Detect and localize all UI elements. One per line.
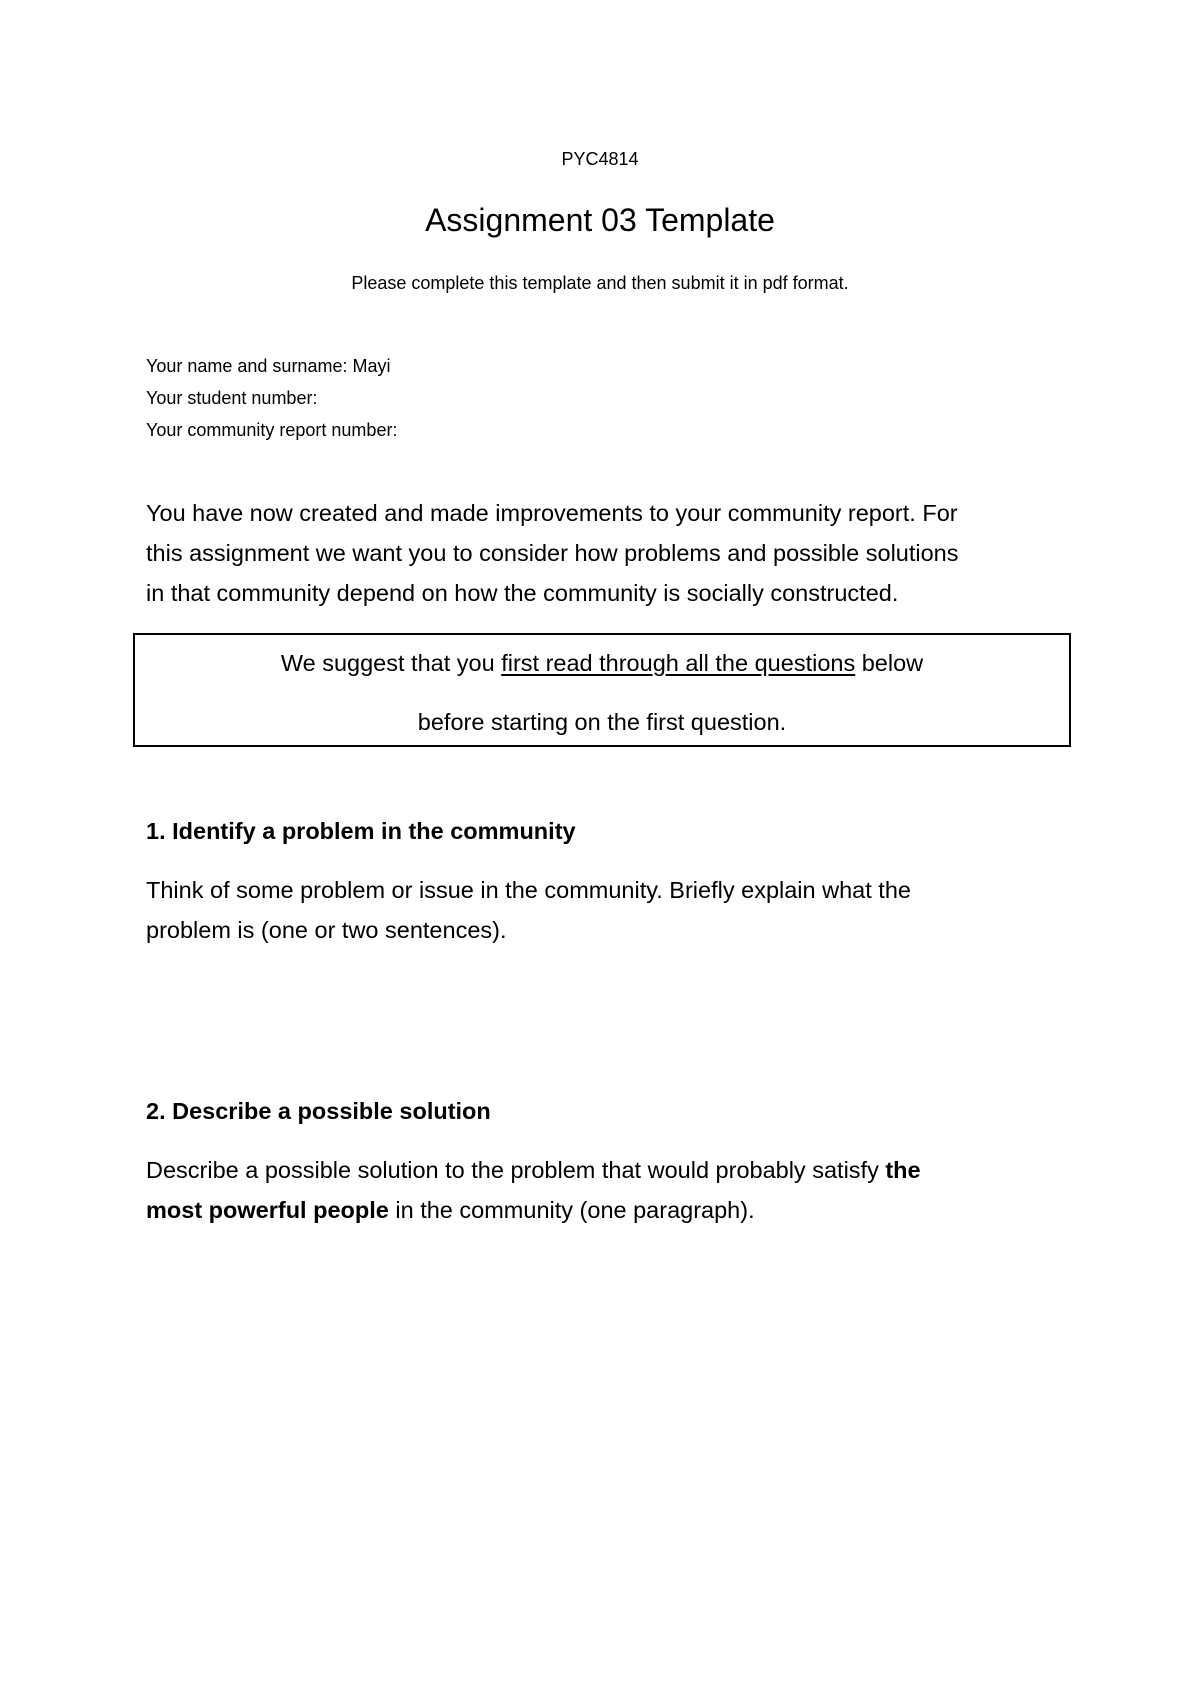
callout-suffix: below bbox=[855, 650, 924, 676]
student-details bbox=[146, 350, 397, 446]
section-2-heading: 2. Describe a possible solution bbox=[146, 1098, 491, 1124]
field-label: Your community report number: bbox=[146, 420, 398, 440]
intro-line: this assignment we want you to consider how problems and possible solutions bbox=[146, 540, 959, 566]
intro-line: You have now created and made improvements to your community report. For bbox=[146, 500, 958, 526]
intro-paragraph bbox=[146, 493, 1086, 613]
paragraph-text: in the community (one paragraph). bbox=[388, 1197, 755, 1223]
instructions-subtitle: Please complete this template and then submit it in pdf format. bbox=[351, 273, 849, 293]
course-code: PYC4814 bbox=[561, 149, 639, 169]
field-student-number bbox=[146, 382, 397, 414]
paragraph-emphasis: most powerful people bbox=[146, 1197, 389, 1223]
field-community-report-number bbox=[146, 414, 397, 446]
paragraph-emphasis: the bbox=[885, 1157, 921, 1183]
paragraph-line: Think of some problem or issue in the community. Briefly explain what the bbox=[146, 877, 911, 903]
section-1-paragraph bbox=[146, 870, 911, 950]
section-2-paragraph bbox=[146, 1150, 921, 1230]
intro-line: in that community depend on how the community is socially constructed. bbox=[146, 580, 899, 606]
paragraph-line bbox=[146, 1190, 921, 1230]
callout-prefix: We suggest that you bbox=[280, 650, 502, 676]
field-label: Your student number: bbox=[146, 388, 318, 408]
field-label: Your name and surname: bbox=[146, 356, 348, 376]
paragraph-text: Describe a possible solution to the problem that would probably satisfy bbox=[146, 1157, 886, 1183]
field-value: Mayi bbox=[352, 356, 391, 376]
paragraph-line: problem is (one or two sentences). bbox=[146, 917, 507, 943]
field-name-surname bbox=[146, 350, 397, 382]
paragraph-line bbox=[146, 1150, 921, 1190]
callout-line bbox=[135, 643, 1069, 683]
callout-line: before starting on the first question. bbox=[417, 709, 787, 735]
page-title: Assignment 03 Template bbox=[425, 202, 775, 238]
suggestion-callout-box bbox=[133, 633, 1071, 747]
section-1-heading: 1. Identify a problem in the community bbox=[146, 818, 576, 844]
callout-emphasis: first read through all the questions bbox=[501, 650, 856, 676]
